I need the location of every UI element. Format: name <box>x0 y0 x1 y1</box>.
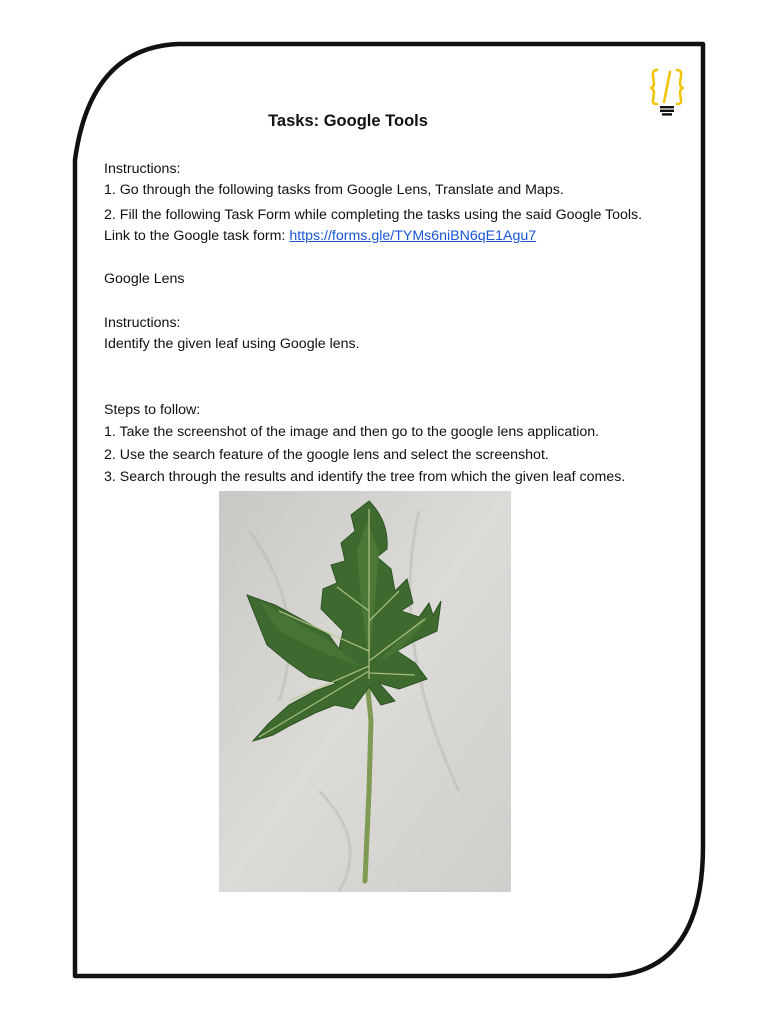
section-instructions: Identify the given leaf using Google lens. <box>104 336 360 352</box>
leaf-photo <box>219 491 511 892</box>
steps-heading: Steps to follow: <box>104 402 201 418</box>
instructions-heading: Instructions: <box>104 161 181 177</box>
step-item: 1. Take the screenshot of the image and then go to the google lens application. <box>104 424 600 440</box>
form-link-line <box>104 227 536 245</box>
instruction-item: 1. Go through the following tasks from Google Lens, Translate and Maps. <box>104 182 564 198</box>
lightbulb-logo-icon <box>650 66 684 116</box>
instruction-item: 2. Fill the following Task Form while completing the tasks using the said Google Tools. <box>104 207 643 223</box>
page-title: Tasks: Google Tools <box>268 112 428 130</box>
form-link-prefix: Link to the Google task form: <box>104 228 290 244</box>
section-instructions-heading: Instructions: <box>104 315 181 331</box>
step-item: 3. Search through the results and identify the tree from which the given leaf comes. <box>104 469 626 485</box>
section-title: Google Lens <box>104 271 185 287</box>
form-link[interactable]: https://forms.gle/TYMs6niBN6qE1Agu7 <box>289 228 537 244</box>
step-item: 2. Use the search feature of the google lens and select the screenshot. <box>104 447 549 463</box>
